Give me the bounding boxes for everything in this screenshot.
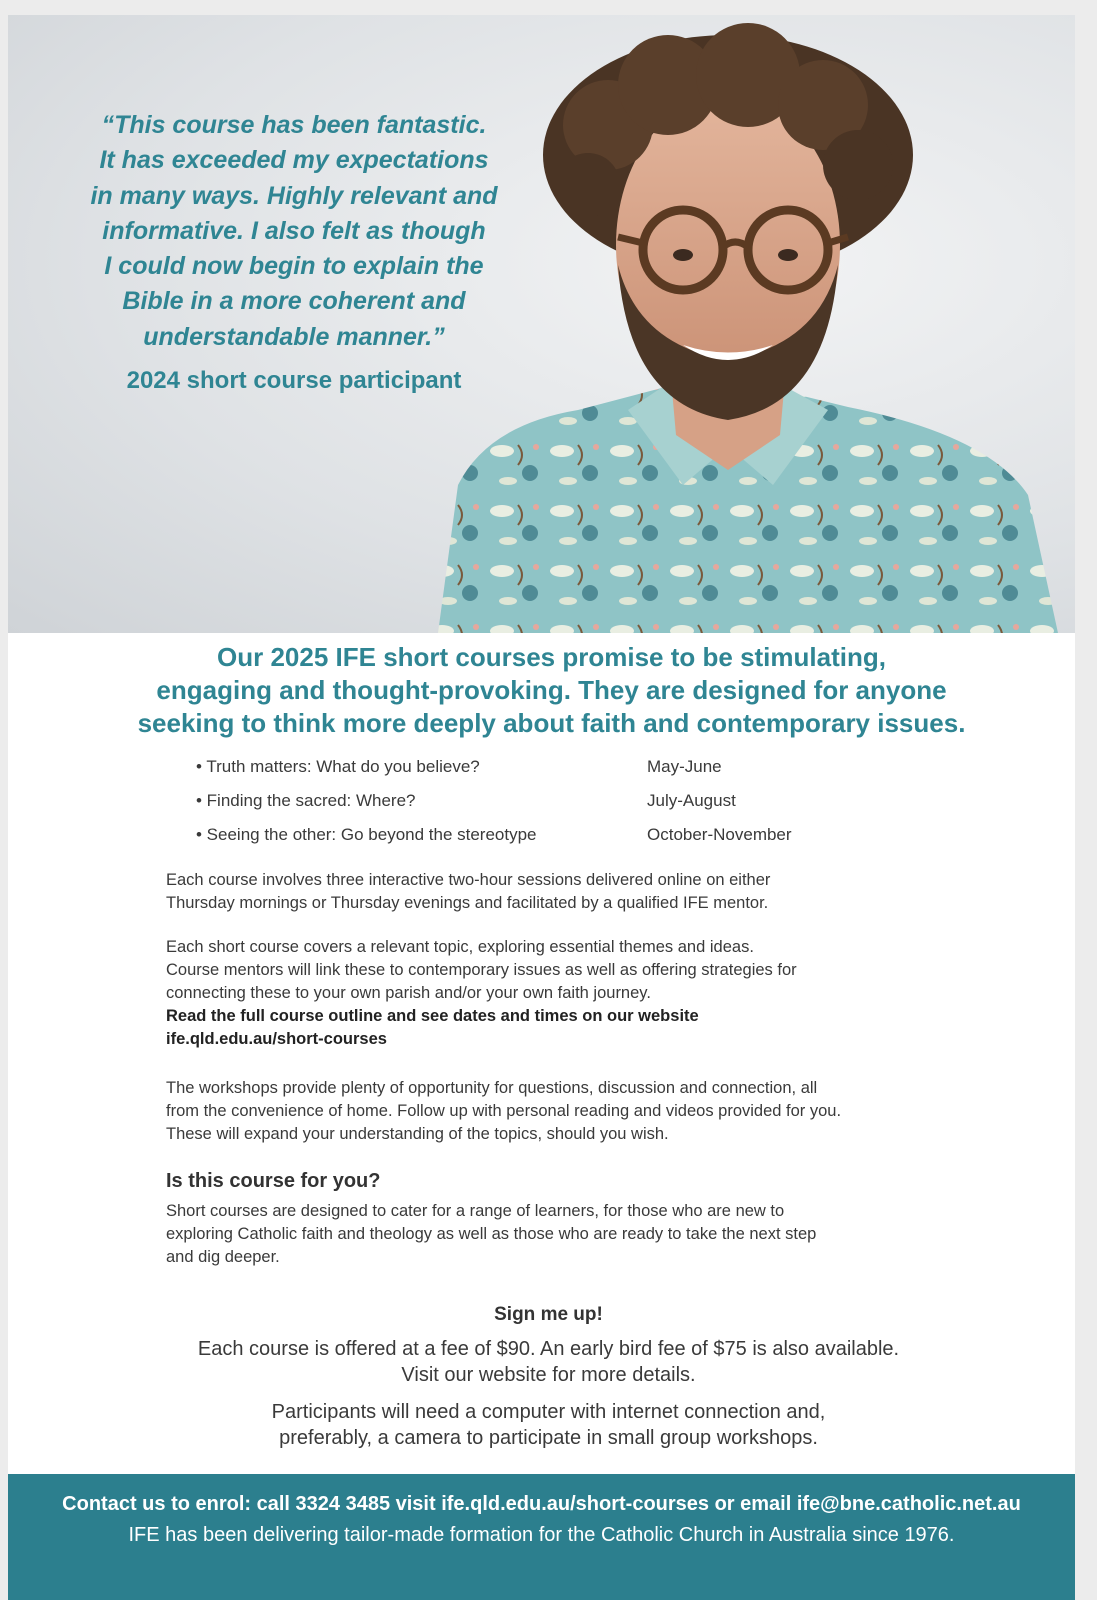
audience-paragraph	[166, 1200, 966, 1269]
text-line: and dig deeper.	[166, 1248, 280, 1266]
quote-line: understandable manner.”	[143, 322, 445, 351]
quote-line: “This course has been fantastic.	[101, 111, 487, 139]
quote-line: informative. I also felt as though	[102, 216, 486, 245]
footer-bar	[8, 1474, 1075, 1600]
text-line: exploring Catholic faith and theology as well as those who are ready to take the next step	[166, 1225, 817, 1243]
contact-line: Contact us to enrol: call 3324 3485 visit ife.qld.edu.au/short-courses or email ife@bne.catholic.net.au	[62, 1493, 1021, 1515]
headline-line: seeking to think more deeply about faith and contemporary issues.	[137, 708, 966, 738]
course-list	[196, 757, 896, 859]
website-link[interactable]: ife.qld.edu.au/short-courses	[166, 1030, 387, 1048]
sessions-paragraph	[166, 869, 966, 915]
quote-line: in many ways. Highly relevant and	[90, 181, 498, 210]
text-line: Participants will need a computer with internet connection and,	[271, 1401, 826, 1423]
text-line: Each short course covers a relevant topic, exploring essential themes and ideas.	[166, 938, 754, 956]
quote-line: I could now begin to explain the	[104, 252, 484, 281]
fee-paragraph	[8, 1336, 1075, 1388]
list-item	[196, 757, 896, 791]
list-item	[196, 791, 896, 825]
course-dates: May-June	[647, 757, 722, 776]
text-line: Thursday mornings or Thursday evenings and facilitated by a qualified IFE mentor.	[166, 894, 769, 912]
hero-section	[8, 15, 1075, 633]
list-item	[196, 825, 896, 859]
participant-portrait	[428, 15, 1075, 633]
testimonial-attribution: 2024 short course participant	[126, 367, 462, 394]
signup-heading: Sign me up!	[494, 1304, 603, 1325]
text-line: preferably, a camera to participate in small group workshops.	[279, 1427, 818, 1449]
headline-line: Our 2025 IFE short courses promise to be stimulating,	[217, 642, 886, 672]
course-title: • Seeing the other: Go beyond the stereotype	[196, 825, 537, 844]
text-line: Each course is offered at a fee of $90. An early bird fee of $75 is also available.	[197, 1338, 900, 1360]
text-line: connecting these to your own parish and/or your own faith journey.	[166, 984, 651, 1002]
text-line: Each course involves three interactive two-hour sessions delivered online on either	[166, 871, 771, 889]
requirements-paragraph	[8, 1399, 1075, 1451]
quote-line: Bible in a more coherent and	[122, 287, 466, 316]
text-line: Visit our website for more details.	[401, 1364, 696, 1386]
text-line: The workshops provide plenty of opportunity for questions, discussion and connection, all	[166, 1079, 818, 1097]
text-line: Short courses are designed to cater for a range of learners, for those who are new to	[166, 1202, 785, 1220]
website-callout: Read the full course outline and see dates and times on our website	[166, 1007, 699, 1025]
text-line: Course mentors will link these to contemporary issues as well as offering strategies for	[166, 961, 797, 979]
course-title: • Truth matters: What do you believe?	[196, 757, 480, 776]
headline-line: engaging and thought-provoking. They are designed for anyone	[156, 675, 947, 705]
workshops-paragraph	[166, 1077, 966, 1146]
quote-line: It has exceeded my expectations	[99, 146, 489, 175]
course-title: • Finding the sacred: Where?	[196, 791, 416, 810]
text-line: from the convenience of home. Follow up with personal reading and videos provided for you.	[166, 1102, 842, 1120]
topics-paragraph	[166, 936, 966, 1051]
since-line: IFE has been delivering tailor-made formation for the Catholic Church in Australia since 1976.	[128, 1524, 955, 1546]
flyer-page	[8, 15, 1075, 1600]
course-dates: July-August	[647, 791, 736, 810]
headline	[48, 641, 1055, 740]
text-line: These will expand your understanding of the topics, should you wish.	[166, 1125, 669, 1143]
section-heading: Is this course for you?	[166, 1170, 381, 1192]
course-dates: October-November	[647, 825, 792, 844]
